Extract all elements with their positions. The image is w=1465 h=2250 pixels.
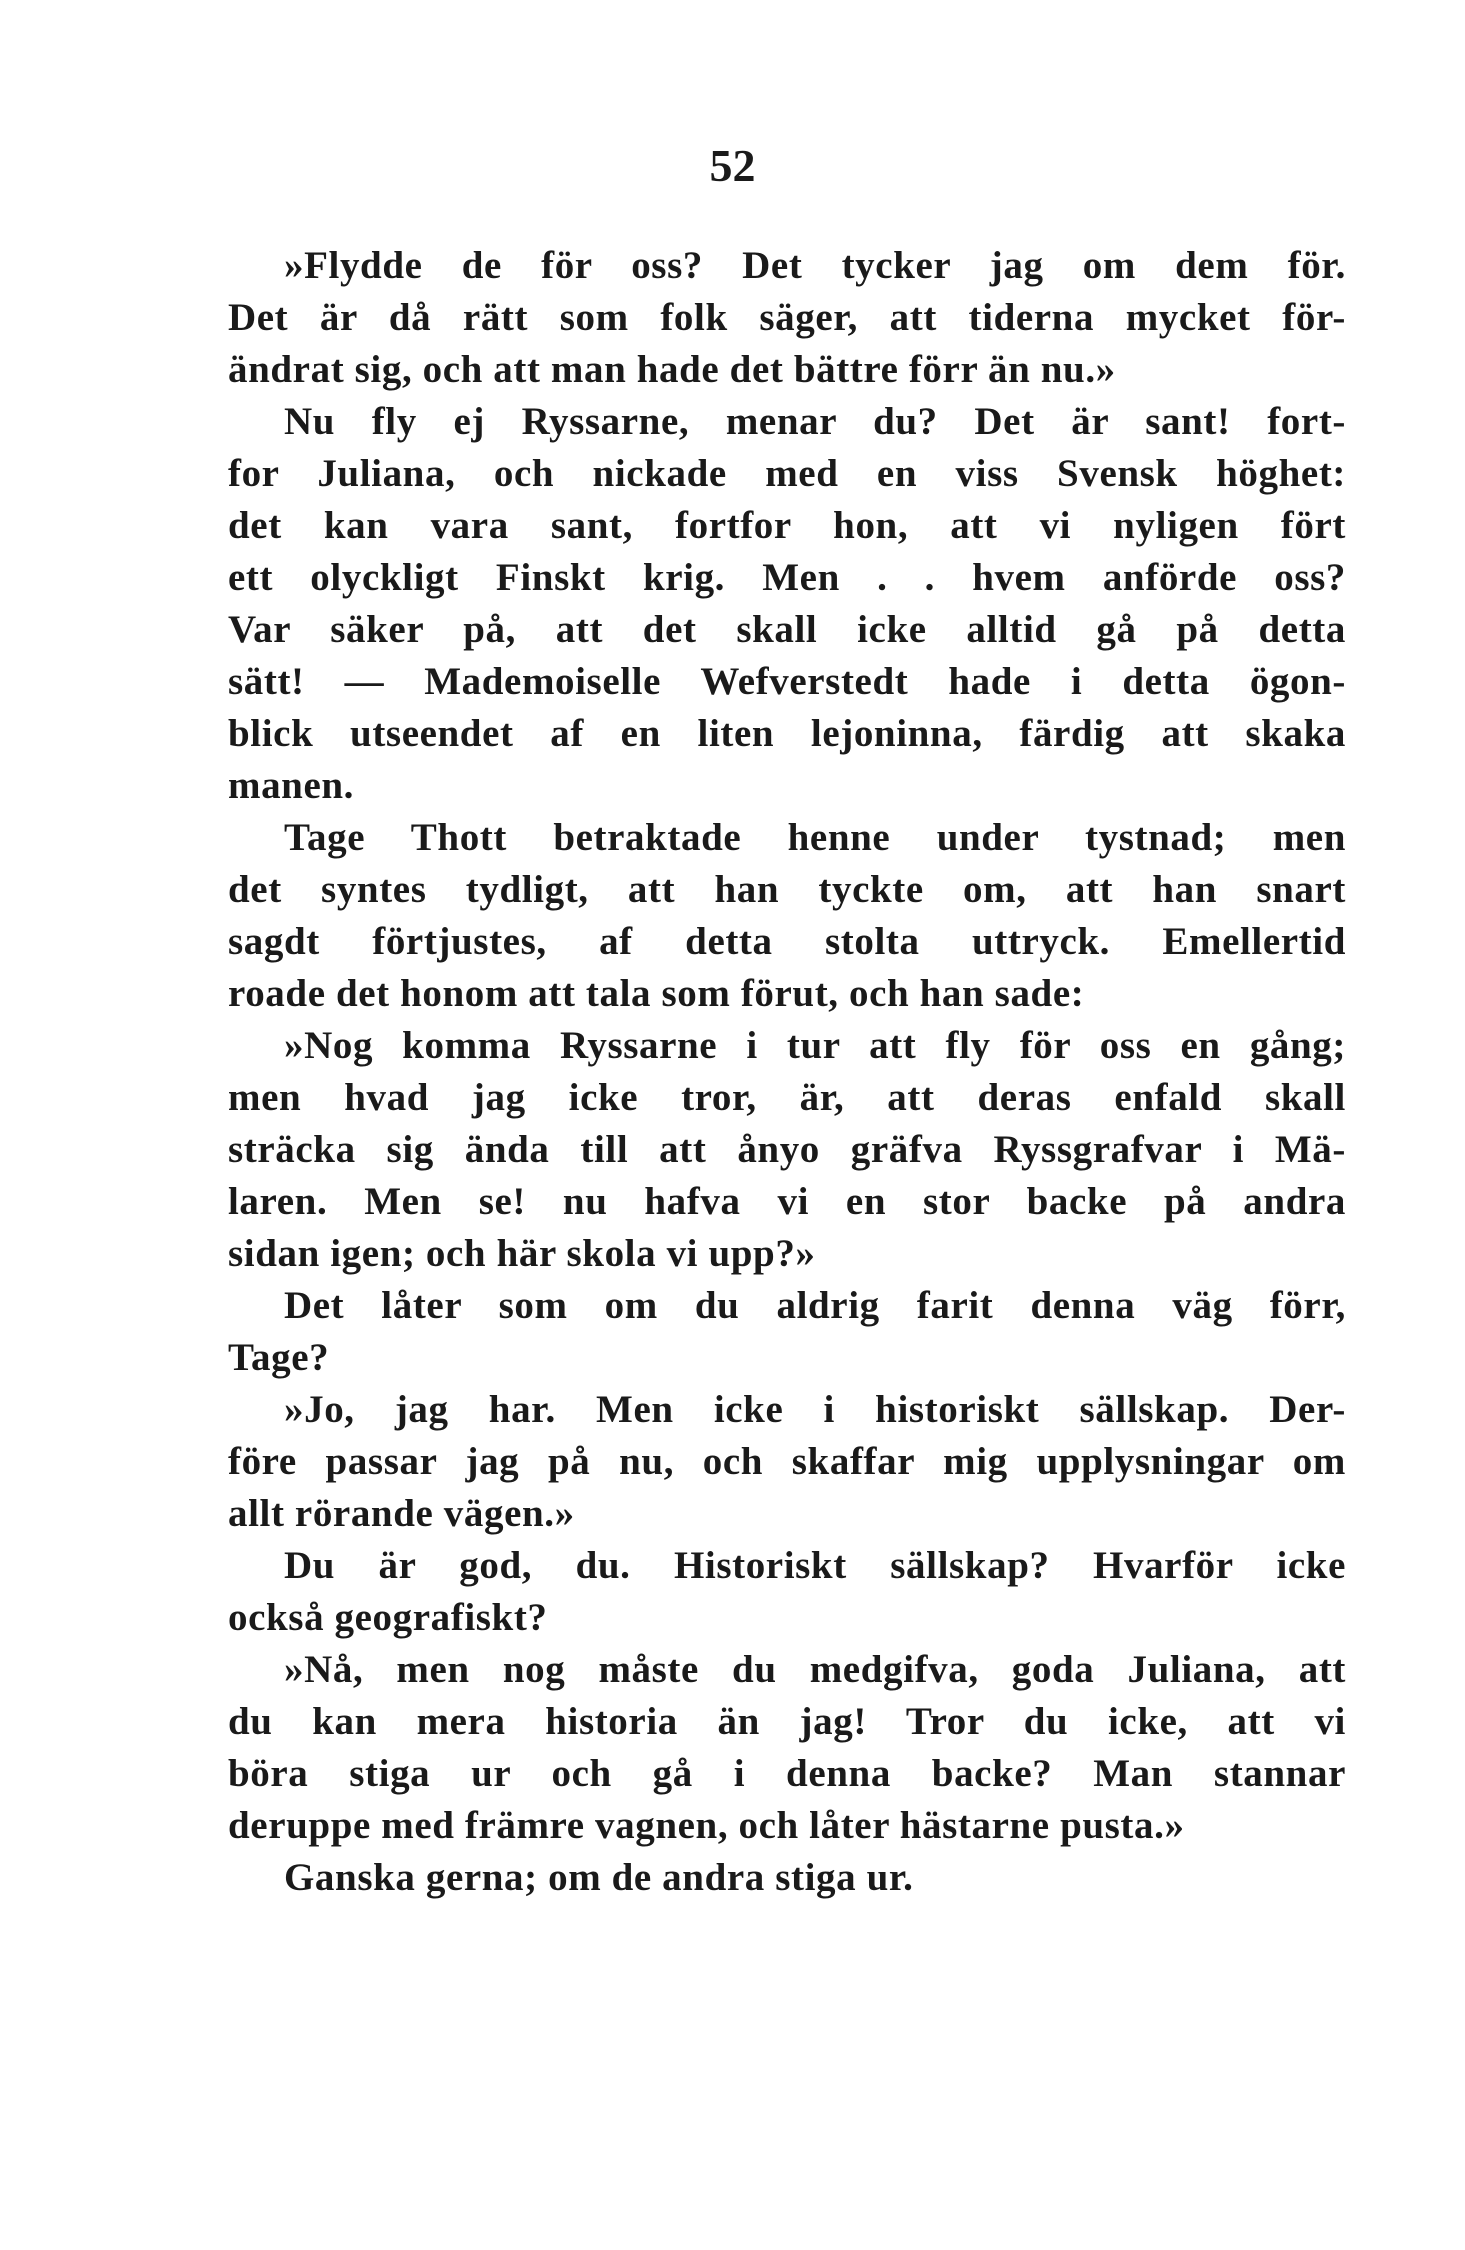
text-line: Tage?: [228, 1336, 330, 1379]
text-line: ett olyckligt Finskt krig. Men . . hvem anförde oss?: [228, 556, 1346, 599]
text-line: manen.: [228, 764, 355, 807]
paragraph: [228, 240, 1346, 396]
text-line: for Juliana, och nickade med en viss Svensk höghet:: [228, 452, 1346, 495]
text-line: Det låter som om du aldrig farit denna väg förr,: [284, 1284, 1346, 1327]
text-line: Tage Thott betraktade henne under tystnad; men: [284, 816, 1346, 859]
text-line: också geografiskt?: [228, 1596, 548, 1639]
text-line: du kan mera historia än jag! Tror du icke, att vi: [228, 1700, 1346, 1743]
paragraph: [228, 1020, 1346, 1280]
text-line: men hvad jag icke tror, är, att deras enfald skall: [228, 1076, 1346, 1119]
text-line: det kan vara sant, fortfor hon, att vi nyligen fört: [228, 504, 1346, 547]
body-text: [228, 240, 1346, 1904]
text-line: Ganska gerna; om de andra stiga ur.: [284, 1856, 914, 1899]
text-line: »Jo, jag har. Men icke i historiskt sällskap. Der-: [284, 1388, 1346, 1431]
paragraph: [228, 1540, 1346, 1644]
text-line: allt rörande vägen.»: [228, 1492, 575, 1535]
paragraph: [228, 812, 1346, 1020]
text-line: roade det honom att tala som förut, och han sade:: [228, 972, 1085, 1015]
paragraph: [228, 1280, 1346, 1384]
paragraph: [228, 396, 1346, 812]
paragraph: [228, 1384, 1346, 1540]
paragraph: [228, 1852, 1346, 1904]
text-line: sagdt förtjustes, af detta stolta uttryck. Emellertid: [228, 920, 1346, 963]
text-line: sätt! — Mademoiselle Wefverstedt hade i detta ögon-: [228, 660, 1346, 703]
paragraph: [228, 1644, 1346, 1852]
page-number: 52: [709, 140, 756, 191]
text-line: laren. Men se! nu hafva vi en stor backe på andra: [228, 1180, 1346, 1223]
text-line: sträcka sig ända till att ånyo gräfva Ryssgrafvar i Mä-: [228, 1128, 1346, 1171]
text-line: »Nog komma Ryssarne i tur att fly för oss en gång;: [284, 1024, 1346, 1067]
text-line: Det är då rätt som folk säger, att tiderna mycket för-: [228, 296, 1346, 339]
text-line: sidan igen; och här skola vi upp?»: [228, 1232, 816, 1275]
text-line: »Nå, men nog måste du medgifva, goda Juliana, att: [284, 1648, 1346, 1691]
text-line: deruppe med främre vagnen, och låter hästarne pusta.»: [228, 1804, 1185, 1847]
text-line: Var säker på, att det skall icke alltid gå på detta: [228, 608, 1346, 651]
text-line: böra stiga ur och gå i denna backe? Man stannar: [228, 1752, 1346, 1795]
text-line: före passar jag på nu, och skaffar mig upplysningar om: [228, 1440, 1346, 1483]
text-line: Nu fly ej Ryssarne, menar du? Det är sant! fort-: [284, 400, 1346, 443]
text-line: Du är god, du. Historiskt sällskap? Hvarför icke: [284, 1544, 1346, 1587]
text-line: ändrat sig, och att man hade det bättre förr än nu.»: [228, 348, 1116, 391]
text-line: »Flydde de för oss? Det tycker jag om dem för.: [284, 244, 1346, 287]
text-line: det syntes tydligt, att han tyckte om, att han snart: [228, 868, 1346, 911]
text-line: blick utseendet af en liten lejoninna, färdig att skaka: [228, 712, 1346, 755]
